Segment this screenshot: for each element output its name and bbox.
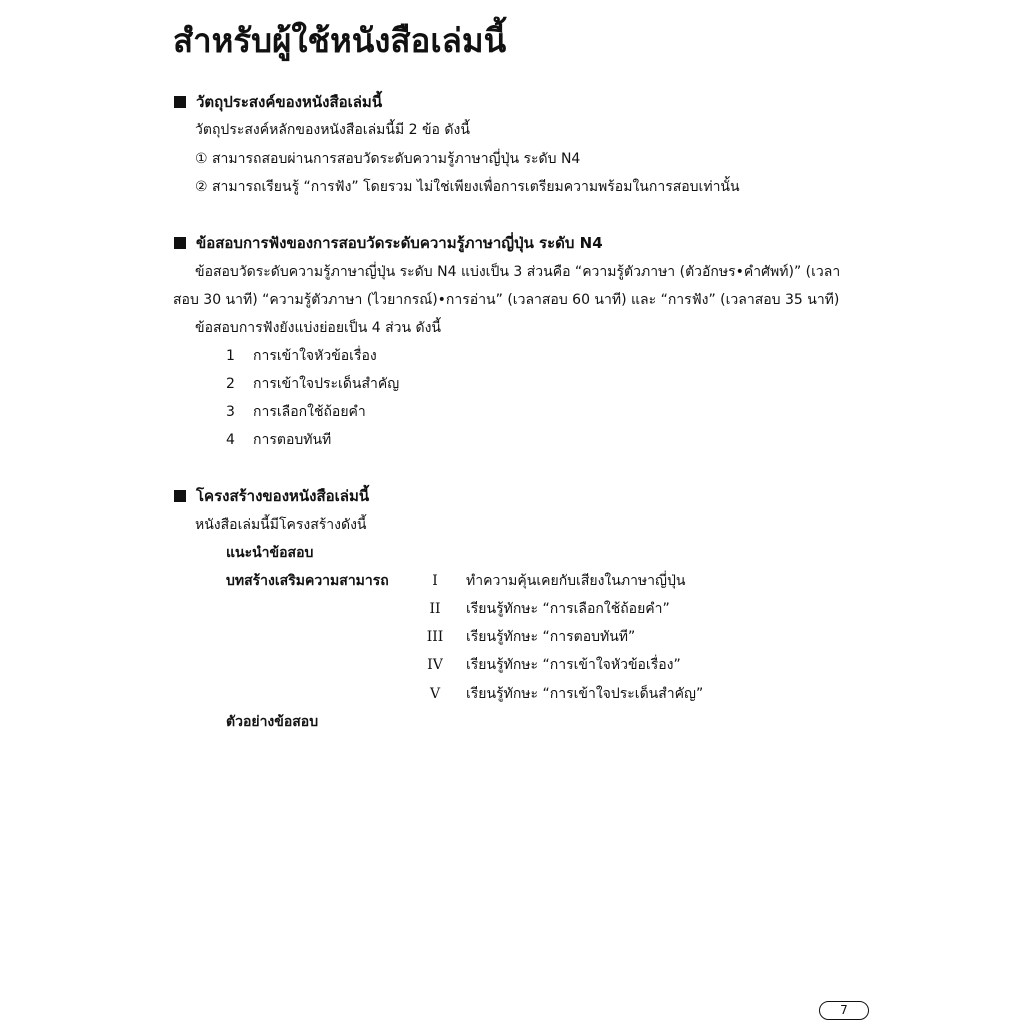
part-label: การเข้าใจหัวข้อเรื่อง bbox=[253, 348, 377, 364]
section-heading-text: โครงสร้างของหนังสือเล่มนี้ bbox=[196, 487, 370, 505]
square-bullet-icon bbox=[174, 490, 186, 502]
part-number: 4 bbox=[226, 432, 235, 448]
list-item: ② สามารถเรียนรู้ “การฟัง” โดยรวม ไม่ใช่เพียงเพื่อการเตรียมความพร้อมในการสอบเท่านั้น bbox=[195, 179, 740, 195]
square-bullet-icon bbox=[174, 96, 186, 108]
part-number: 1 bbox=[226, 348, 235, 364]
structure-item-intro: แนะนำข้อสอบ bbox=[226, 545, 314, 561]
structure-item-builder: บทสร้างเสริมความสามารถ bbox=[226, 573, 389, 589]
chapter-text: เรียนรู้ทักษะ “การเลือกใช้ถ้อยคำ” bbox=[466, 601, 670, 617]
list-item: ① สามารถสอบผ่านการสอบวัดระดับความรู้ภาษาญี่ปุ่น ระดับ N4 bbox=[195, 151, 581, 167]
paragraph-line: ข้อสอบวัดระดับความรู้ภาษาญี่ปุ่น ระดับ N4 แบ่งเป็น 3 ส่วนคือ “ความรู้ตัวภาษา (ตัวอักษร•คำศัพท์)” (เวลา bbox=[195, 264, 841, 280]
section-heading-structure bbox=[174, 485, 369, 507]
chapter-text: เรียนรู้ทักษะ “การตอบทันที” bbox=[466, 629, 636, 645]
section-heading-listening-test bbox=[174, 232, 603, 254]
paragraph-line: หนังสือเล่มนี้มีโครงสร้างดังนี้ bbox=[195, 517, 367, 533]
paragraph-line: วัตถุประสงค์หลักของหนังสือเล่มนี้มี 2 ข้อ ดังนี้ bbox=[195, 122, 470, 138]
section-heading-text: ข้อสอบการฟังของการสอบวัดระดับความรู้ภาษาญี่ปุ่น ระดับ N4 bbox=[196, 234, 603, 252]
section-heading-text: วัตถุประสงค์ของหนังสือเล่มนี้ bbox=[196, 93, 383, 111]
structure-item-sample: ตัวอย่างข้อสอบ bbox=[226, 714, 319, 730]
section-heading-purpose bbox=[174, 91, 382, 113]
part-number: 2 bbox=[226, 376, 235, 392]
part-label: การเลือกใช้ถ้อยคำ bbox=[253, 404, 366, 420]
chapter-number: III bbox=[426, 629, 444, 645]
paragraph-line: สอบ 30 นาที) “ความรู้ตัวภาษา (ไวยากรณ์)•การอ่าน” (เวลาสอบ 60 นาที) และ “การฟัง” (เวลาสอบ 35 นาที) bbox=[173, 292, 840, 308]
chapter-text: ทำความคุ้นเคยกับเสียงในภาษาญี่ปุ่น bbox=[466, 573, 686, 589]
chapter-text: เรียนรู้ทักษะ “การเข้าใจประเด็นสำคัญ” bbox=[466, 686, 704, 702]
chapter-number: V bbox=[429, 686, 441, 702]
part-label: การเข้าใจประเด็นสำคัญ bbox=[253, 376, 400, 392]
page-title: สำหรับผู้ใช้หนังสือเล่มนี้ bbox=[173, 21, 507, 60]
paragraph-line: ข้อสอบการฟังยังแบ่งย่อยเป็น 4 ส่วน ดังนี้ bbox=[195, 320, 441, 336]
square-bullet-icon bbox=[174, 237, 186, 249]
chapter-number: II bbox=[429, 601, 441, 617]
chapter-number: I bbox=[432, 573, 438, 589]
part-label: การตอบทันที bbox=[253, 432, 332, 448]
chapter-number: IV bbox=[427, 657, 443, 673]
part-number: 3 bbox=[226, 404, 235, 420]
page-number-badge: 7 bbox=[819, 1001, 869, 1020]
chapter-text: เรียนรู้ทักษะ “การเข้าใจหัวข้อเรื่อง” bbox=[466, 657, 681, 673]
